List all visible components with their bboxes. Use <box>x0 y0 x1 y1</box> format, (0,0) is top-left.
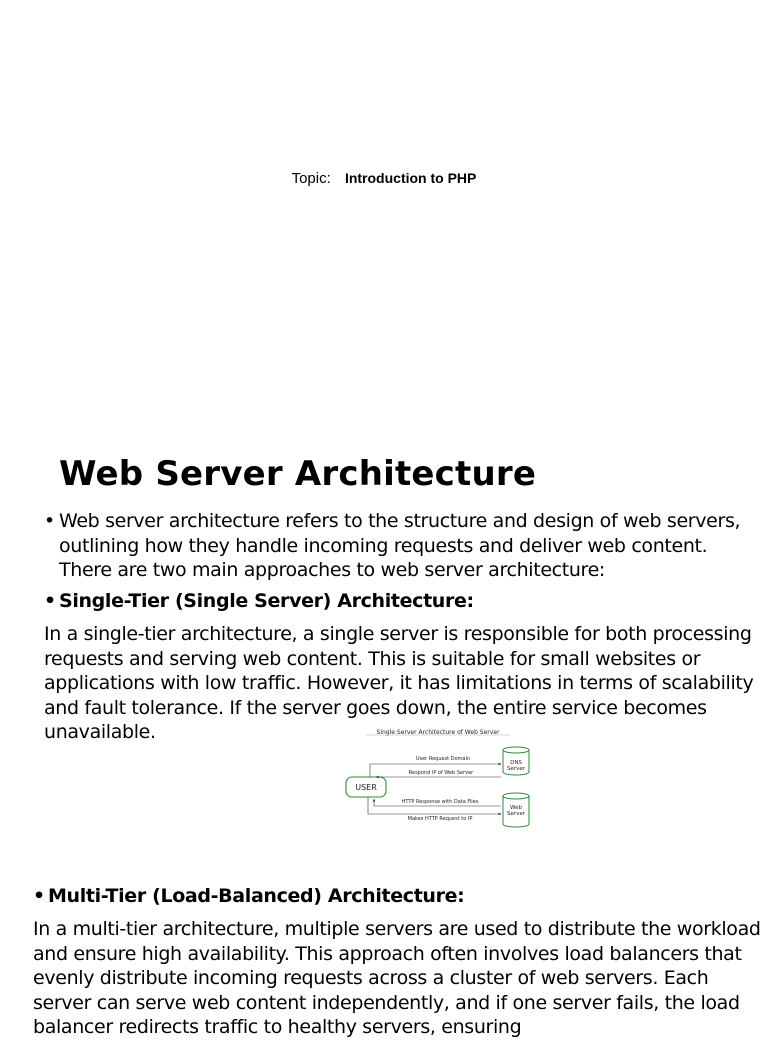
bullet-multi-tier <box>33 884 753 909</box>
bullet-intro-text: Web server architecture refers to the structure and design of web servers, outlining how they handle incoming requests and deliver web content. There are two main approaches to web server architecture: <box>59 510 741 581</box>
bullet-dot: • <box>44 510 55 532</box>
single-server-diagram <box>338 728 538 836</box>
web-server-label-2: Server <box>506 811 526 817</box>
topic-value: Introduction to PHP <box>344 170 477 186</box>
multi-tier-heading: Multi-Tier (Load-Balanced) Architecture: <box>48 885 465 907</box>
topic-label: Topic: <box>291 170 331 187</box>
slide-title: Web Server Architecture <box>59 454 537 494</box>
arrow-label-http-response: HTTP Response with Data Files <box>401 799 479 805</box>
dns-server-label-2: Server <box>506 766 526 772</box>
arrow-label-http-request: Makes HTTP Request to IP <box>407 816 473 822</box>
diagram-caption: Single Server Architecture of Web Server <box>376 729 500 736</box>
bullet-single-tier <box>44 589 754 614</box>
arrow-label-request-domain: User Request Domain <box>415 756 471 762</box>
bullet-dot: • <box>33 885 45 907</box>
topic-line <box>0 168 768 189</box>
bullet-dot: • <box>44 590 56 612</box>
single-tier-heading: Single-Tier (Single Server) Architecture: <box>59 590 474 612</box>
multi-tier-paragraph: In a multi-tier architecture, multiple servers are used to distribute the workload and ensure high availability. This approach often involves load balancers that evenly distribute incoming requests across a cluster of web servers. Each server can serve web content independently, and if one server fails, the load balancer redirects traffic to healthy servers, ensuring <box>33 918 761 1038</box>
web-server-label: Web <box>510 805 522 811</box>
user-label: USER <box>355 783 377 792</box>
arrow-label-respond-ip: Respond IP of Web Server <box>408 770 474 776</box>
dns-server-label: DNS <box>510 760 522 766</box>
web-server-icon <box>503 793 529 827</box>
single-tier-paragraph: In a single-tier architecture, a single server is responsible for both processing requests and serving web content. This is suitable for small websites or applications with low traffic. However, it has limitations in terms of scalability and fault tolerance. If the server goes down, the entire service becomes unavailable. <box>44 623 754 743</box>
dns-server-icon <box>503 747 529 775</box>
bullet-intro <box>44 509 754 583</box>
